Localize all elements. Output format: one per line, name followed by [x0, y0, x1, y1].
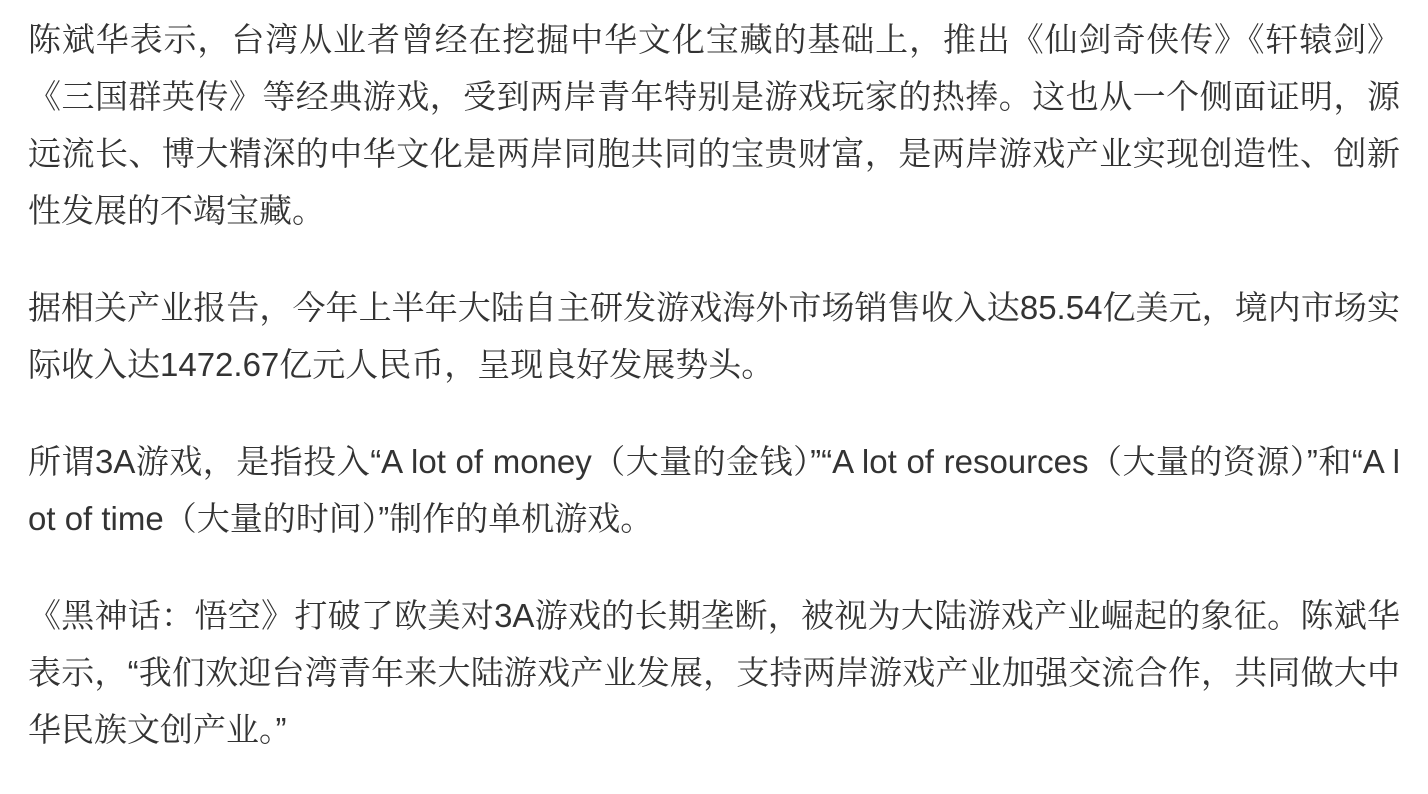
article-paragraph-2: 据相关产业报告，今年上半年大陆自主研发游戏海外市场销售收入达85.54亿美元，境内市场实际收入达1472.67亿元人民币，呈现良好发展势头。 [28, 289, 1400, 383]
article-paragraph-4: 《黑神话：悟空》打破了欧美对3A游戏的长期垄断，被视为大陆游戏产业崛起的象征。陈斌华表示，“我们欢迎台湾青年来大陆游戏产业发展，支持两岸游戏产业加强交流合作，共同做大中华民族文创产业。” [28, 597, 1400, 748]
article-paragraph-3: 所谓3A游戏，是指投入“A lot of money（大量的金钱）”“A lot of resources（大量的资源）”和“A lot of time（大量的时间）”制作的单机游戏。 [28, 443, 1400, 537]
article-paragraph-1: 陈斌华表示，台湾从业者曾经在挖掘中华文化宝藏的基础上，推出《仙剑奇侠传》《轩辕剑》《三国群英传》等经典游戏，受到两岸青年特别是游戏玩家的热捧。这也从一个侧面证明，源远流长、博大精深的中华文化是两岸同胞共同的宝贵财富，是两岸游戏产业实现创造性、创新性发展的不竭宝藏。 [28, 21, 1400, 229]
